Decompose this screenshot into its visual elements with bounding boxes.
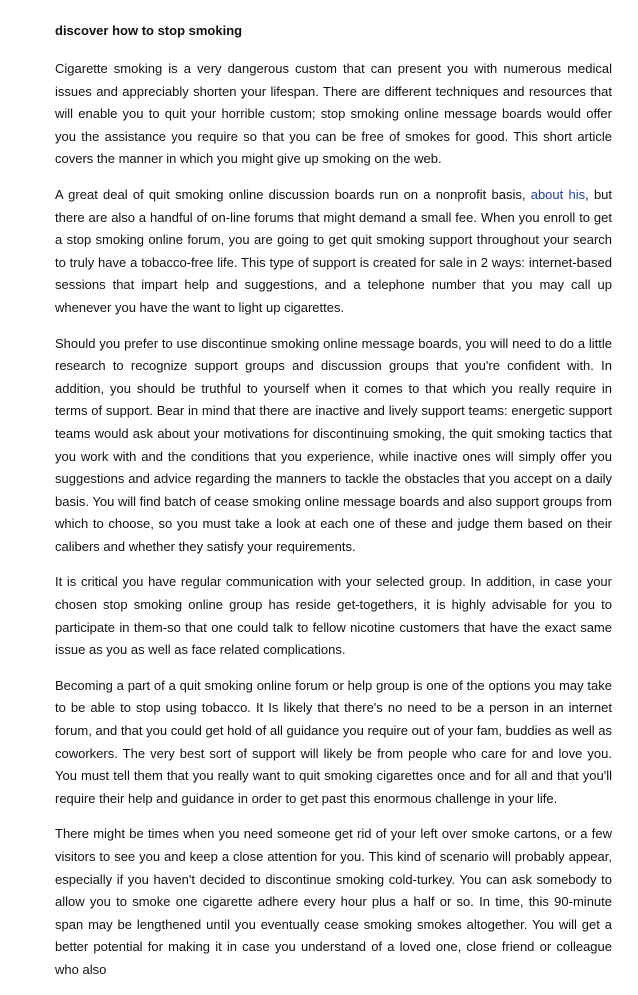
document-title: discover how to stop smoking xyxy=(55,23,243,38)
paragraph-6: There might be times when you need someone get rid of your left over smoke cartons, or a few visitors to see you and keep a close attention for you. This kind of scenario will probably appear, especially if you haven't decided to discontinue smoking cold-turkey. You can ask somebody to allow you to smoke one cigarette adhere every hour plus a half or so. In time, this 90-minute span may be lengthened until you eventually cease smoking smokes altogether. You will get a better potential for making it in case you understand of a loved one, close friend or colleague who also xyxy=(55,826,612,977)
paragraph-2-text-before: A great deal of quit smoking online discussion boards run on a nonprofit basis, xyxy=(55,186,531,202)
paragraph-1: Cigarette smoking is a very dangerous custom that can present you with numerous medical issues and appreciably shorten your lifespan. There are different techniques and resources that will enable you to quit your horrible custom; stop smoking online message boards would offer you the assistance you require so that you can be free of smokes for good. This short article covers the manner in which you might give up smoking on the web. xyxy=(55,61,612,167)
about-his-link[interactable]: about his xyxy=(530,186,586,202)
paragraph-2-text-after: , but there are also a handful of on-line forums that might demand a small fee. When you enroll to get a stop smoking online forum, you are going to get quit smoking support throughout your search to truly have a tobacco-free life. This type of support is created for sale in 2 ways: internet-based sessions that impart help and suggestions, and a telephone number that you may call up whenever you have the want to light up cigarettes. xyxy=(55,186,613,315)
paragraph-5: Becoming a part of a quit smoking online forum or help group is one of the options you may take to be able to stop using tobacco. It Is likely that there's no need to be a person in an internet forum, and that you could get hold of all guidance you require out of your fam, buddies as well as coworkers. The very best sort of support will likely be from people who care for and love you. You must tell them that you really want to quit smoking cigarettes once and for all and that you'll require their help and guidance in order to get past this enormous challenge in your life. xyxy=(55,677,612,806)
paragraph-2 xyxy=(55,184,612,320)
document-page xyxy=(55,22,612,995)
paragraph-3: Should you prefer to use discontinue smoking online message boards, you will need to do a little research to recognize support groups and discussion groups that you're confident with. In addition, you should be truthful to yourself when it comes to that which you really require in terms of support. Bear in mind that there are inactive and lively support teams: energetic support teams would ask about your motivations for discontinuing smoking, the quit smoking tactics that you work with and the conditions that you experience, while inactive ones will simply offer you suggestions and advice regarding the manners to tackle the obstacles that you accept on a daily basis. You will find batch of cease smoking online message boards and also support groups from which to choose, so you must take a look at each one of these and judge them based on their calibers and whether they satisfy your requirements. xyxy=(55,335,612,554)
paragraph-4: It is critical you have regular communication with your selected group. In addition, in case your chosen stop smoking online group has reside get-togethers, it is highly advisable for you to participate in them-so that one could talk to fellow nicotine customers that have the exact same issue as you as well as face related complications. xyxy=(55,574,612,658)
